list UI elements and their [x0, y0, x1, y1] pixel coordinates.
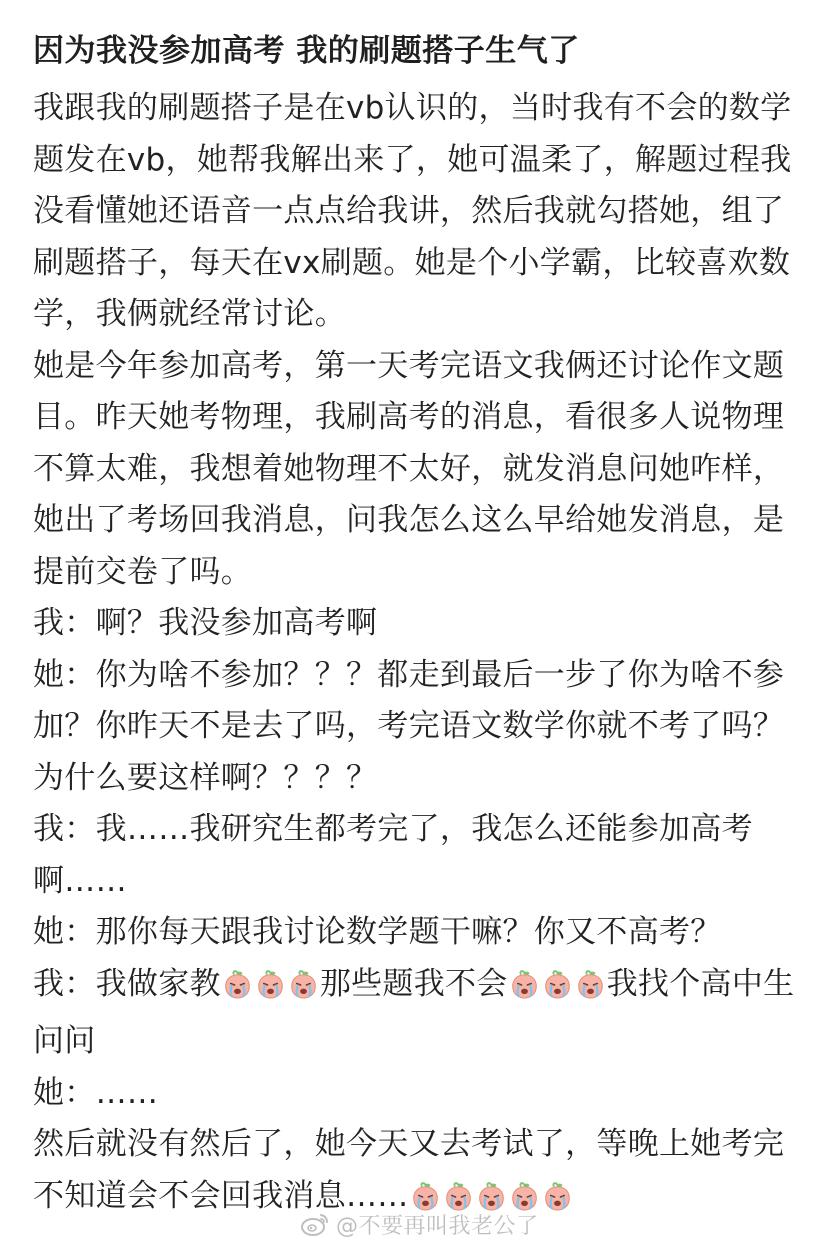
post-paragraph: 她：那你每天跟我讨论数学题干嘛？你又不高考？ — [33, 914, 722, 950]
line-text: 我：我做家教 — [33, 965, 221, 1002]
crying-peach-emoji-icon — [509, 1181, 540, 1212]
post-paragraph: 她：你为啥不参加？？？都走到最后一步了你为啥不参加？你昨天不是去了吗，考完语文数学你就不考了吗？为什么要这样啊？？？？ — [33, 656, 785, 796]
crying-emoji-group — [508, 965, 607, 1017]
crying-peach-emoji-icon — [410, 1181, 441, 1212]
crying-peach-emoji-icon — [222, 969, 253, 1000]
crying-peach-emoji-icon — [542, 969, 573, 1000]
post-paragraph: 她是今年参加高考，第一天考完语文我俩还讨论作文题目。昨天她考物理，我刷高考的消息，看很多人说物理不算太难，我想着她物理不太好，就发消息问她咋样，她出了考场回我消息，问我怎么这么早给她发消息，是提前交卷了吗。 — [33, 347, 785, 590]
weibo-watermark — [300, 1209, 539, 1239]
crying-emoji-group — [221, 965, 320, 1017]
line-text: 然后就没有然后了，她今天又去考试了，等晚上她考完不知道会不会回我消息…… — [33, 1126, 785, 1214]
post-paragraph-emoji-line — [33, 959, 803, 1068]
line-text: 我找个高中生问问 — [33, 965, 795, 1059]
crying-peach-emoji-icon — [443, 1181, 474, 1212]
crying-peach-emoji-icon — [575, 969, 606, 1000]
crying-peach-emoji-icon — [542, 1181, 573, 1212]
line-text: 那些题我不会 — [319, 965, 508, 1002]
crying-peach-emoji-icon — [509, 969, 540, 1000]
post-paragraph: 我：我……我研究生都考完了，我怎么还能参加高考啊…… — [33, 811, 753, 899]
weibo-logo-icon — [300, 1211, 330, 1237]
post-paragraph: 我：啊？我没参加高考啊 — [33, 605, 378, 641]
post-paragraph: 我跟我的刷题搭子是在vb认识的，当时我有不会的数学题发在vb，她帮我解出来了，她可温柔了，解题过程我没看懂她还语音一点点给我讲，然后我就勾搭她，组了刷题搭子，每天在vx刷题。她是个小学霸，比较喜欢数学，我俩就经常讨论。 — [33, 90, 792, 332]
post-title: 因为我没参加高考 我的刷题搭子生气了 — [33, 33, 580, 69]
crying-peach-emoji-icon — [255, 969, 286, 1000]
watermark-text: @不要再叫我老公了 — [336, 1213, 539, 1239]
post-body — [33, 83, 803, 1228]
crying-peach-emoji-icon — [476, 1181, 507, 1212]
post-paragraph: 她：…… — [33, 1074, 159, 1111]
post-container — [33, 26, 803, 1228]
crying-peach-emoji-icon — [288, 969, 319, 1000]
